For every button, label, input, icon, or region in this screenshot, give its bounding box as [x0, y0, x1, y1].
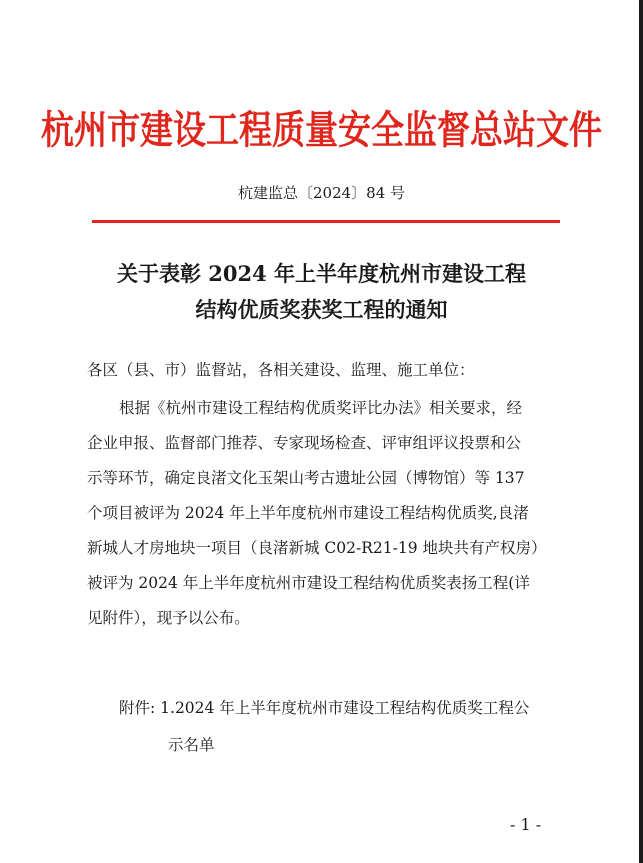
attachment-line-2: 示名单: [168, 736, 215, 754]
salutation: 各区（县、市）监督站，各相关建设、监理、施工单位：: [87, 361, 475, 379]
body-line: 见附件），现予以公布。: [87, 609, 250, 627]
notice-title-line-2: 结构优质奖获奖工程的通知: [195, 297, 448, 322]
body-line: 企业申报、监督部门推荐、专家现场检查、评审组评议投票和公: [87, 434, 522, 452]
body-line: 示等环节，确定良渚文化玉架山考古遗址公园（博物馆）等 137: [87, 469, 525, 487]
body-line: 根据《杭州市建设工程结构优质奖评比办法》相关要求，经: [119, 399, 523, 417]
issuing-organization-title: 杭州市建设工程质量安全监督总站文件: [41, 107, 602, 154]
body-line: 被评为 2024 年上半年度杭州市建设工程结构优质奖表扬工程(详: [87, 574, 530, 592]
notice-title-line-1: 关于表彰 2024 年上半年度杭州市建设工程: [116, 261, 527, 286]
attachment-line-1: 附件: 1.2024 年上半年度杭州市建设工程结构优质奖工程公: [119, 699, 530, 717]
page-number: - 1 -: [510, 815, 542, 834]
body-line: 个项目被评为 2024 年上半年度杭州市建设工程结构优质奖,良渚: [87, 504, 529, 522]
body-line: 新城人才房地块一项目（良渚新城 C02-R21-19 地块共有产权房）: [87, 539, 547, 557]
red-divider-line: [92, 220, 560, 223]
document-number: 杭建监总〔2024〕84 号: [237, 184, 406, 202]
